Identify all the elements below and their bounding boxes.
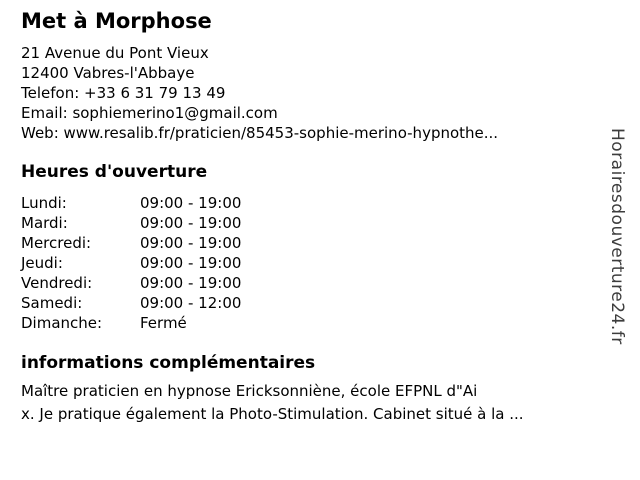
email-line: Email: sophiemerino1@gmail.com bbox=[21, 104, 278, 122]
day-label: Jeudi: bbox=[21, 254, 63, 272]
time-value: 09:00 - 12:00 bbox=[140, 294, 242, 312]
hours-row-sunday bbox=[21, 313, 241, 333]
hours-row-saturday bbox=[21, 293, 241, 313]
address-line-2: 12400 Vabres-l'Abbaye bbox=[21, 64, 195, 82]
day-label: Lundi: bbox=[21, 194, 67, 212]
additional-info-text bbox=[21, 380, 524, 426]
contact-block bbox=[21, 43, 498, 143]
phone-line: Telefon: +33 6 31 79 13 49 bbox=[21, 84, 226, 102]
site-watermark-vertical: Horairesdouverture24.fr bbox=[607, 128, 627, 345]
time-value: 09:00 - 19:00 bbox=[140, 194, 242, 212]
hours-table bbox=[21, 193, 241, 333]
time-value: 09:00 - 19:00 bbox=[140, 234, 242, 252]
additional-info-heading: informations complémentaires bbox=[21, 353, 316, 373]
day-label: Mardi: bbox=[21, 214, 68, 232]
hours-row-monday bbox=[21, 193, 241, 213]
day-label: Dimanche: bbox=[21, 314, 103, 332]
time-value: 09:00 - 19:00 bbox=[140, 274, 242, 292]
time-value: 09:00 - 19:00 bbox=[140, 214, 242, 232]
hours-row-tuesday bbox=[21, 213, 241, 233]
hours-row-wednesday bbox=[21, 233, 241, 253]
hours-row-friday bbox=[21, 273, 241, 293]
address-line-1: 21 Avenue du Pont Vieux bbox=[21, 44, 209, 62]
info-text-line-1: Maître praticien en hypnose Ericksonniène, école EFPNL d"Ai bbox=[21, 382, 478, 400]
hours-heading: Heures d'ouverture bbox=[21, 162, 208, 182]
hours-row-thursday bbox=[21, 253, 241, 273]
day-label: Mercredi: bbox=[21, 234, 92, 252]
day-label: Samedi: bbox=[21, 294, 83, 312]
day-label: Vendredi: bbox=[21, 274, 93, 292]
time-value: 09:00 - 19:00 bbox=[140, 254, 242, 272]
info-text-line-2: x. Je pratique également la Photo-Stimulation. Cabinet situé à la ... bbox=[21, 405, 524, 423]
time-value: Fermé bbox=[140, 314, 187, 332]
web-line: Web: www.resalib.fr/praticien/85453-sophie-merino-hypnothe... bbox=[21, 124, 499, 142]
page-title: Met à Morphose bbox=[21, 9, 212, 33]
